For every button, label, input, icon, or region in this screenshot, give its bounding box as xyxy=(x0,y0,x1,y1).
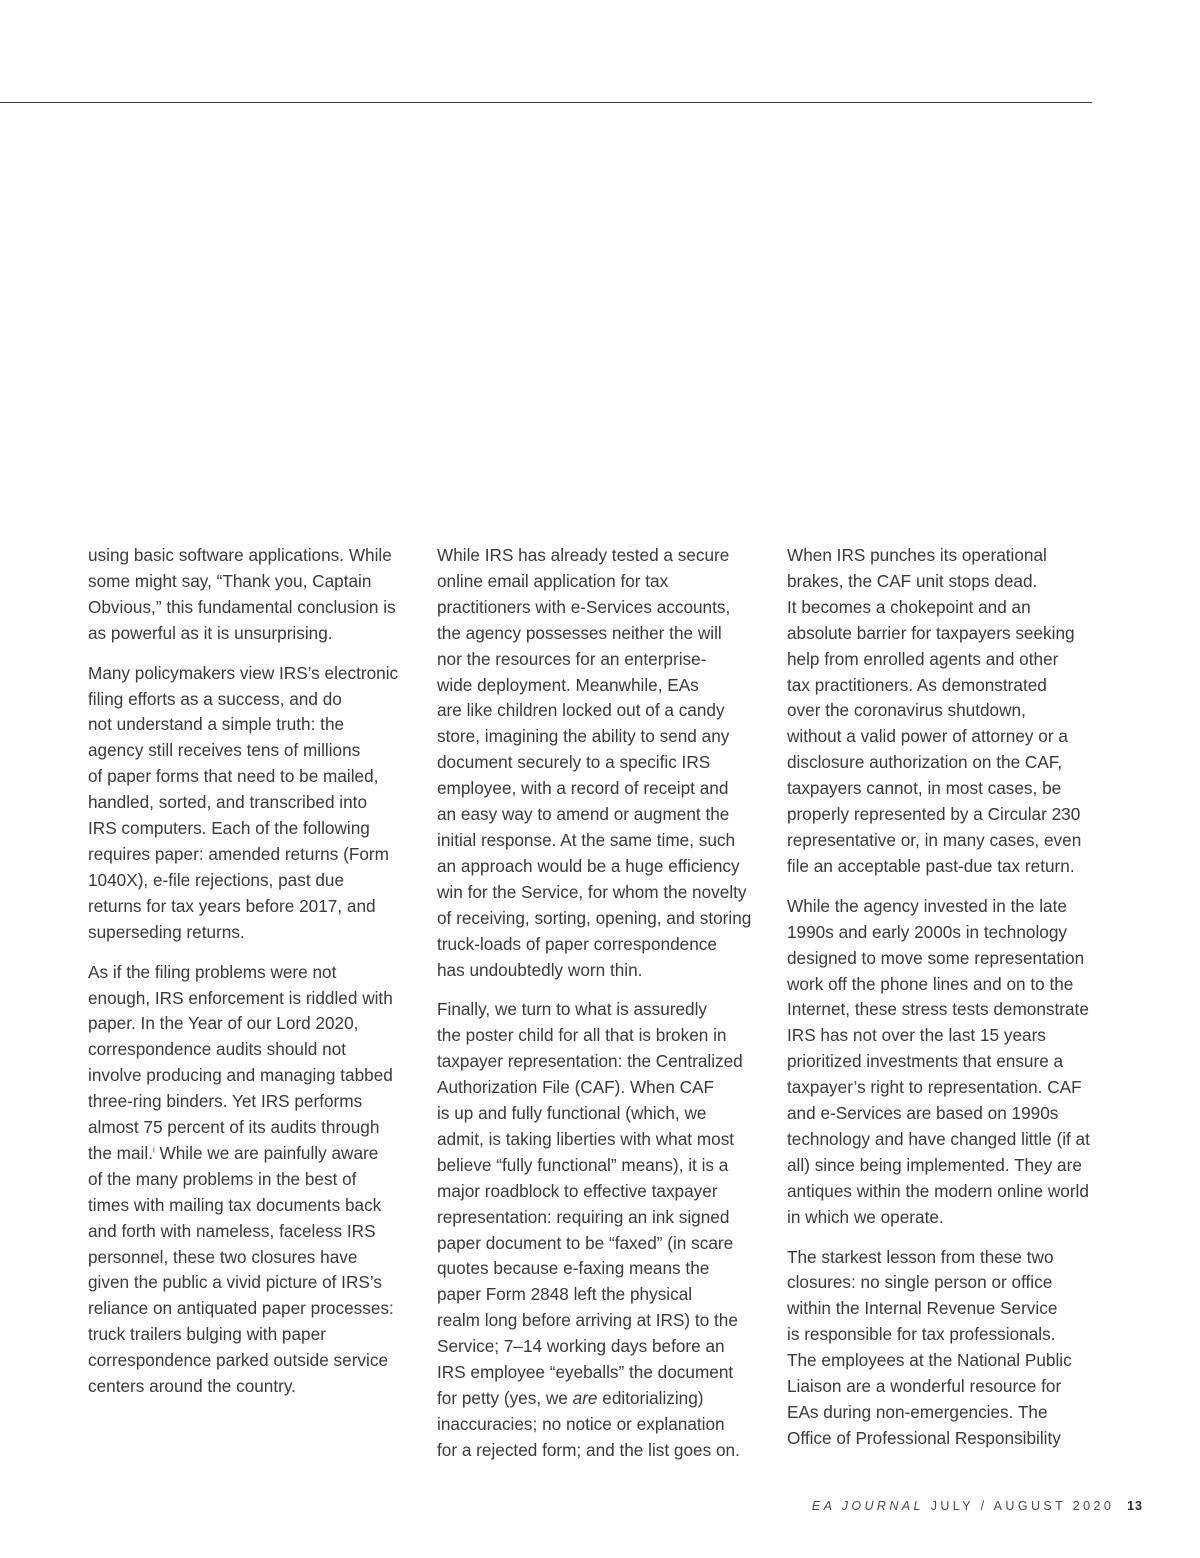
article-column-1 xyxy=(88,543,418,1400)
page-number: 13 xyxy=(1127,1499,1143,1513)
emphasis-text: are xyxy=(572,1388,598,1408)
paragraph xyxy=(88,960,418,1400)
publication-name: EA JOURNAL xyxy=(811,1499,924,1513)
article-column-3 xyxy=(787,543,1112,1452)
paragraph-text: editorializing) inaccuracies; no notice or explanation for a rejected form; and the list goes on. xyxy=(437,1388,740,1460)
paragraph-text: Finally, we turn to what is assuredly the poster child for all that is broken in taxpayer representation: the Centralized Authorization File (CAF). When CAF is up and fully functional (which, we admit, is taking liberties with what most believe “fully functional” means), it is a major roadblock to effective taxpayer representation: requiring an ink signed paper document to be “faxed” (in scare quotes because e-faxing means the paper Form 2848 left the physical realm long before arriving at IRS) to the Service; 7–14 working days before an IRS employee “eyeballs” the document for petty (yes, we xyxy=(437,999,743,1408)
footnote-marker[interactable]: i xyxy=(152,1145,155,1155)
article-column-2 xyxy=(437,543,772,1464)
paragraph xyxy=(437,997,772,1463)
paragraph: When IRS punches its operational brakes, the CAF unit stops dead. It becomes a chokepoint and an absolute barrier for taxpayers seeking help from enrolled agents and other tax practitioners. As demonstrated over the coronavirus shutdown, without a valid power of attorney or a disclosure authorization on the CAF, taxpayers cannot, in most cases, be properly represented by a Circular 230 representative or, in many cases, even file an acceptable past-due tax return. xyxy=(787,545,1082,876)
paragraph: using basic software applications. While some might say, “Thank you, Captain Obvious,” this fundamental conclusion is as powerful as it is unsurprising. xyxy=(88,545,396,643)
header-divider xyxy=(0,102,1092,103)
issue-date: JULY / AUGUST 2020 xyxy=(930,1499,1115,1513)
paragraph-text: As if the filing problems were not enough, IRS enforcement is riddled with paper. In the Year of our Lord 2020, correspondence audits should not involve producing and managing tabbed three-ring binders. Yet IRS performs almost 75 percent of its audits through the mail. xyxy=(88,961,393,1163)
paragraph: While IRS has already tested a secure online email application for tax practitioners with e-Services accounts, the agency possesses neither the will nor the resources for an enterprise- wide deployment. Meanwhile, EAs are like children locked out of a candy store, imagining the ability to send any document securely to a specific IRS employee, with a record of receipt and an easy way to amend or augment the initial response. At the same time, such an approach would be a huge efficiency win for the Service, for whom the novelty of receiving, sorting, opening, and storing truck-loads of paper correspondence has undoubtedly worn thin. xyxy=(437,545,752,980)
page-footer xyxy=(812,1499,1143,1513)
paragraph: Many policymakers view IRS’s electronic filing efforts as a success, and do not understand a simple truth: the agency still receives tens of millions of paper forms that need to be mailed, handled, sorted, and transcribed into IRS computers. Each of the following requires paper: amended returns (Form 1040X), e-file rejections, past due returns for tax years before 2017, and superseding returns. xyxy=(88,662,399,942)
paragraph-text: While we are painfully aware of the many problems in the best of times with mailing tax documents back and forth with nameless, faceless IRS personnel, these two closures have given the public a vivid picture of IRS’s reliance on antiquated paper processes: truck trailers bulging with paper correspondence parked outside service centers around the country. xyxy=(88,1142,394,1397)
paragraph: The starkest lesson from these two closures: no single person or office within the Internal Revenue Service is responsible for tax professionals. The employees at the National Public Liaison are a wonderful resource for EAs during non-emergencies. The Office of Professional Responsibility xyxy=(787,1246,1072,1448)
paragraph: While the agency invested in the late 1990s and early 2000s in technology designed to move some representation work off the phone lines and on to the Internet, these stress tests demonstrate IRS has not over the last 15 years prioritized investments that ensure a taxpayer’s right to representation. CAF and e-Services are based on 1990s technology and have changed little (if at all) since being implemented. They are antiques within the modern online world in which we operate. xyxy=(787,895,1090,1227)
